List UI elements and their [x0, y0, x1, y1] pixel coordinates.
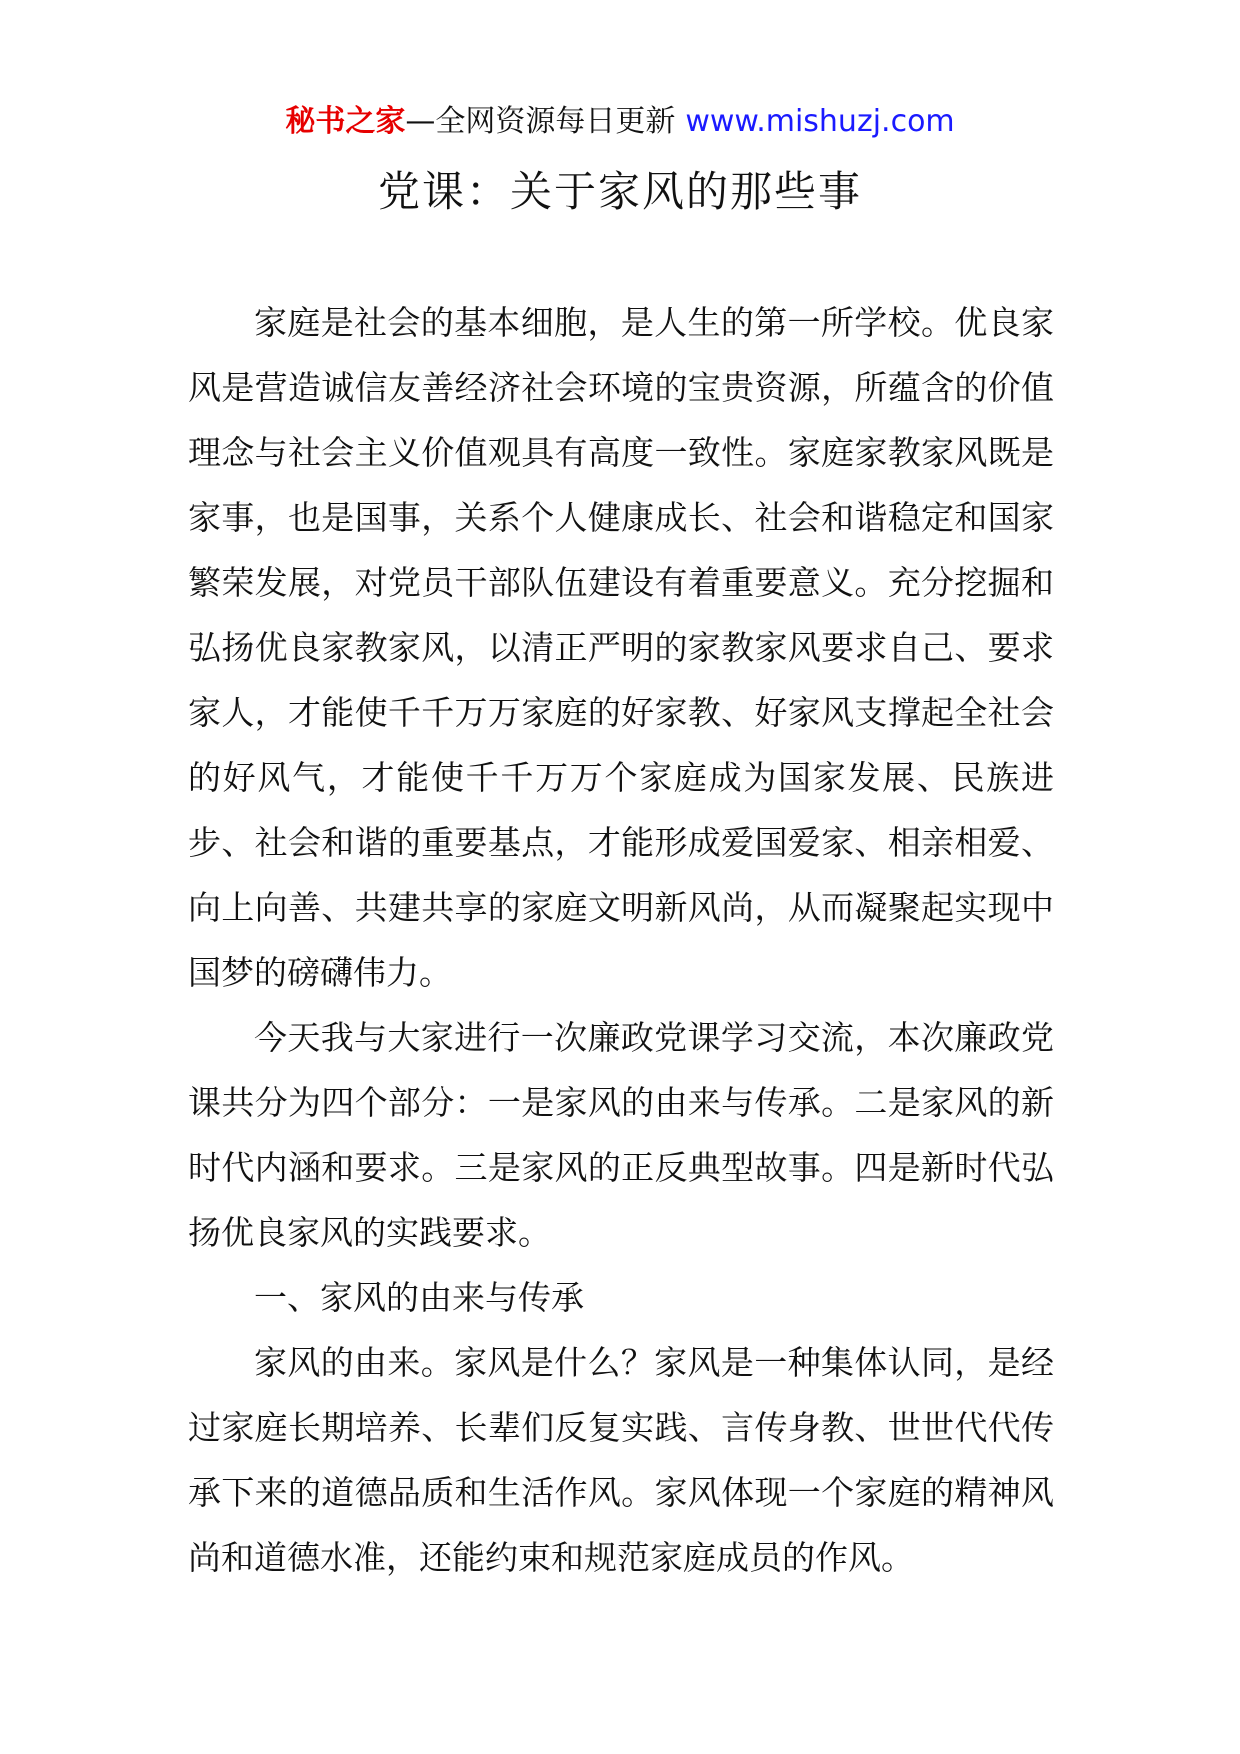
document-body [188, 290, 1054, 1590]
site-tagline: —全网资源每日更新 [405, 104, 676, 139]
section-heading-1: 一、家风的由来与传承 [254, 1278, 584, 1317]
site-url[interactable]: www.mishuzj.com [685, 104, 955, 139]
paragraph-intro: 家庭是社会的基本细胞，是人生的第一所学校。优良家风是营造诚信友善经济社会环境的宝贵资源，所蕴含的价值理念与社会主义价值观具有高度一致性。家庭家教家风既是家事，也是国事，关系个人健康成长、社会和谐稳定和国家繁荣发展，对党员干部队伍建设有着重要意义。充分挖掘和弘扬优良家教家风，以清正严明的家教家风要求自己、要求家人，才能使千千万万家庭的好家教、好家风支撑起全社会的好风气，才能使千千万万个家庭成为国家发展、民族进步、社会和谐的重要基点，才能形成爱国爱家、相亲相爱、向上向善、共建共享的家庭文明新风尚，从而凝聚起实现中国梦的磅礴伟力。 [188, 303, 1054, 992]
paragraph-origin: 家风的由来。家风是什么？家风是一种集体认同，是经过家庭长期培养、长辈们反复实践、言传身教、世世代代传承下来的道德品质和生活作风。家风体现一个家庭的精神风尚和道德水准，还能约束和规范家庭成员的作风。 [188, 1343, 1054, 1577]
document-title: 党课：关于家风的那些事 [377, 167, 862, 216]
site-header [0, 100, 1240, 144]
paragraph-outline: 今天我与大家进行一次廉政党课学习交流，本次廉政党课共分为四个部分：一是家风的由来与传承。二是家风的新时代内涵和要求。三是家风的正反典型故事。四是新时代弘扬优良家风的实践要求。 [188, 1018, 1054, 1252]
site-name: 秘书之家 [285, 104, 406, 139]
